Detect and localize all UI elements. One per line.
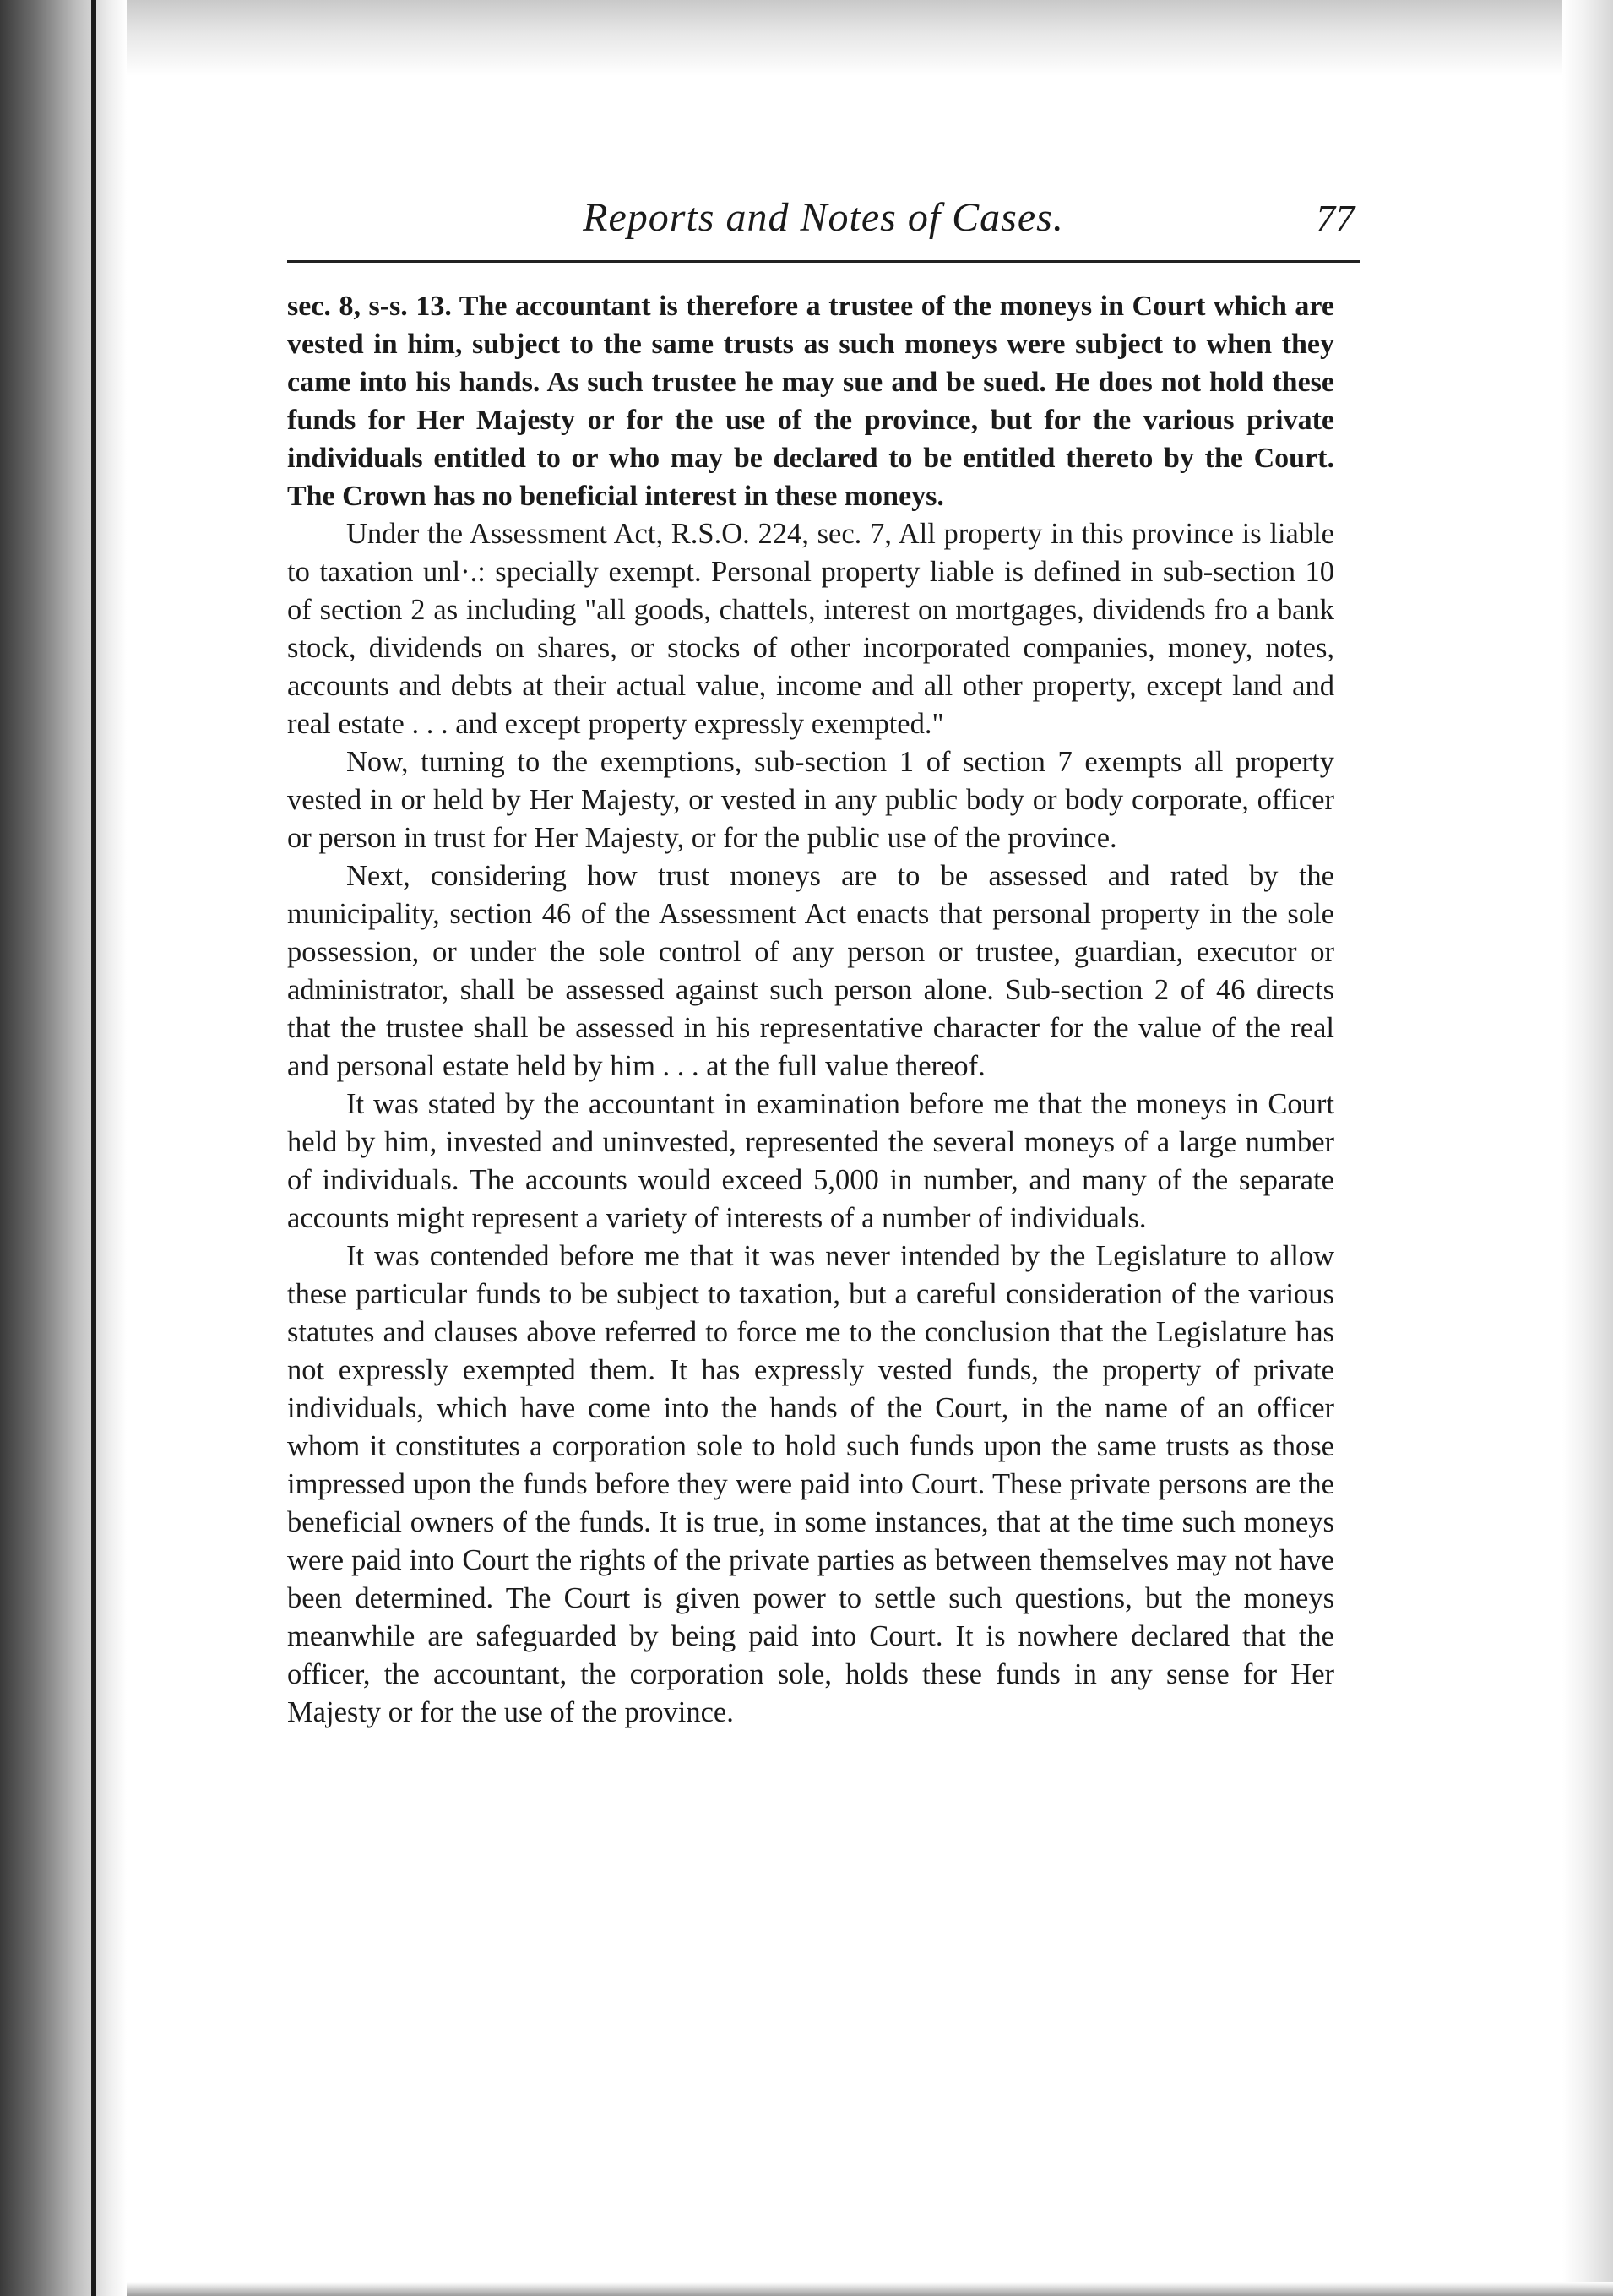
running-header — [287, 184, 1360, 263]
page-number: 77 — [1316, 197, 1355, 240]
page-bottom-edge-shadow — [127, 2282, 1613, 2296]
binding-edge-line — [91, 0, 96, 2296]
paragraph-exemptions: Now, turning to the exemptions, sub-section 1 of section 7 exempts all property vested in or held by Her Majesty, or vested in any public body or body corporate, officer or person in trust for Her Majesty, or for the public use of the province. — [287, 746, 1334, 854]
page-top-edge-shadow — [127, 0, 1562, 76]
paragraph-conclusion: It was contended before me that it was never intended by the Legislature to allow these particular funds to be subject to taxation, but a careful consideration of the various statutes and clauses above referred to force me to the conclusion that the Legislature has not expressly exempted them. It has expressly vested funds, the property of private individuals, which have come into the hands of the Court, in the name of an officer whom it constitutes a corporation sole to hold such funds upon the same trusts as those impressed upon the funds before they were paid into Court. These private persons are the beneficial owners of the funds. It is true, in some instances, that at the time such moneys were paid into Court the rights of the private parties as between themselves may not have been determined. The Court is given power to settle such questions, but the moneys meanwhile are safeguarded by being paid into Court. It is nowhere declared that the officer, the accountant, the corporation sole, holds these funds in any sense for Her Majesty or for the use of the province. — [287, 1240, 1334, 1728]
running-title: Reports and Notes of Cases. — [583, 195, 1064, 240]
paragraph-assessment-act: Under the Assessment Act, R.S.O. 224, sec. 7, All property in this province is liable to taxation unl·.: specially exempt. Personal property liable is defined in sub-section 10 of section 2 as including "all goods, chattels, interest on mortgages, dividends fro a bank stock, dividends on shares, or stocks of other incorporated companies, money, notes, accounts and debts at their actual value, income and all other property, except land and real estate . . . and except property expressly exempted." — [287, 518, 1334, 740]
body-text — [287, 287, 1334, 1732]
paragraph-trust-moneys: Next, considering how trust moneys are to be assessed and rated by the municipality, section 46 of the Assessment Act enacts that personal property in the sole possession, or under the sole control of any person or trustee, guardian, executor or administrator, shall be assessed against such person alone. Sub-section 2 of 46 directs that the trustee shall be assessed in his representative character for the value of the real and personal estate held by him . . . at the full value thereof. — [287, 860, 1334, 1082]
paragraph-continuation: sec. 8, s-s. 13. The accountant is therefore a trustee of the moneys in Court which are vested in him, subject to the same trusts as such moneys were subject to when they came into his hands. As such trustee he may sue and be sued. He does not hold these funds for Her Majesty or for the use of the province, but for the various private individuals entitled to or who may be declared to be entitled thereto by the Court. The Crown has no beneficial interest in these moneys. — [287, 291, 1334, 512]
paragraph-accountant-statement: It was stated by the accountant in examination before me that the moneys in Court held by him, invested and uninvested, represented the several moneys of a large number of individuals. The accounts would exceed 5,000 in number, and many of the separate accounts might represent a variety of interests of a number of individuals. — [287, 1088, 1334, 1234]
page-right-edge-shadow — [1562, 0, 1613, 2296]
book-binding-shadow — [0, 0, 127, 2296]
